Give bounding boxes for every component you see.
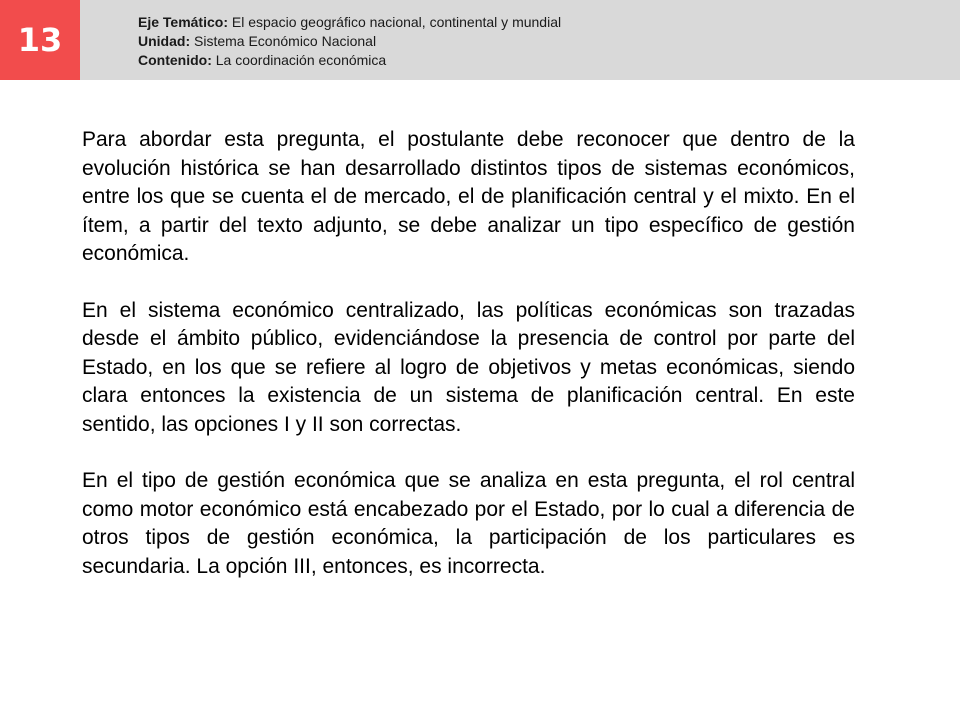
unidad-label: Unidad:: [138, 33, 191, 49]
slide-number-badge: 13: [0, 0, 80, 80]
paragraph-centralized-system: En el sistema económico centralizado, las políticas económicas son trazadas desde el ámbito público, evidenciándose la presencia de control por parte del Estado, en los que se refiere al logro de objetivos y metas económicas, siendo clara entonces la existencia de un sistema de planificación central. En este sentido, las opciones I y II son correctas.: [82, 298, 855, 436]
contenido-label: Contenido:: [138, 52, 212, 68]
eje-tematico-label: Eje Temático:: [138, 14, 228, 30]
unidad-line: [138, 32, 561, 51]
topic-metadata: [138, 13, 561, 70]
unidad-value: Sistema Económico Nacional: [194, 33, 377, 49]
header-bar: [0, 0, 960, 80]
contenido-line: [138, 51, 561, 70]
contenido-value: La coordinación económica: [215, 52, 387, 68]
body-content: [82, 126, 855, 609]
paragraph-state-role: En el tipo de gestión económica que se analiza en esta pregunta, el rol central como motor económico está encabezado por el Estado, por lo cual a diferencia de otros tipos de gestión económica, la participación de los particulares es secundaria. La opción III, entonces, es incorrecta.: [82, 469, 855, 578]
eje-tematico-line: [138, 13, 561, 32]
eje-tematico-value: El espacio geográfico nacional, continental y mundial: [231, 14, 562, 30]
paragraph-intro: Para abordar esta pregunta, el postulante debe reconocer que dentro de la evolución histórica se han desarrollado distintos tipos de sistemas económicos, entre los que se cuenta el de mercado, el de planificación central y el mixto. En el ítem, a partir del texto adjunto, se debe analizar un tipo específico de gestión económica.: [82, 128, 855, 265]
